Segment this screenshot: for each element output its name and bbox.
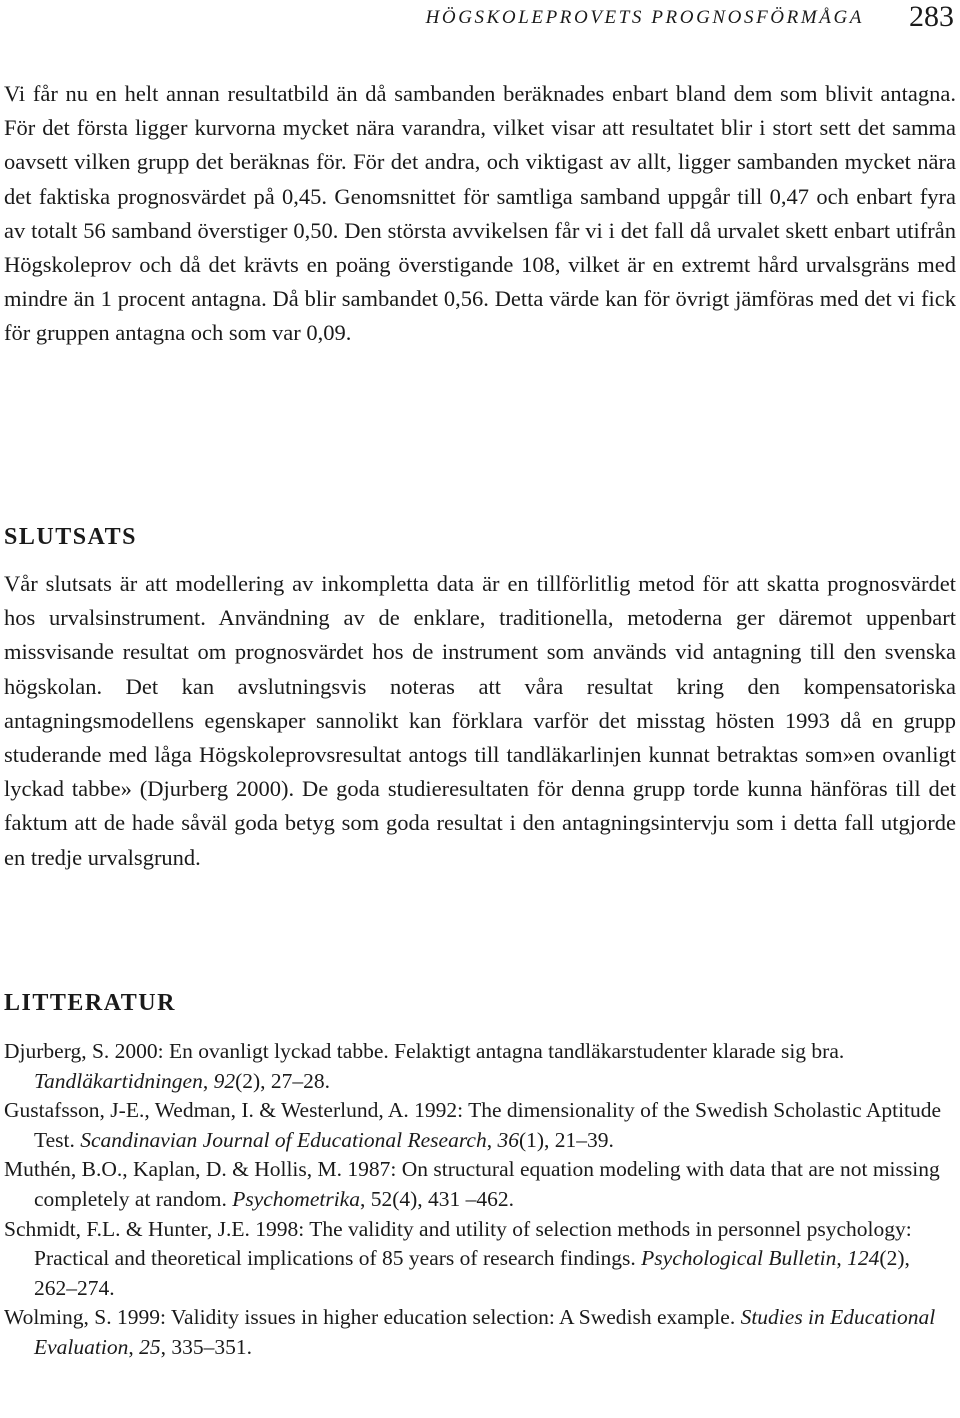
reference-item: Djurberg, S. 2000: En ovanligt lyckad tabbe. Felaktigt antagna tandläkarstudenter klarade sig bra. Tandläkartidningen, 92(2), 27–28.: [4, 1039, 845, 1093]
reference-volume: 124: [847, 1246, 880, 1271]
slutsats-paragraph-block: [4, 567, 956, 875]
reference-journal: Studies in Educational Evaluation: [34, 1305, 936, 1359]
reference-list: [4, 1037, 956, 1363]
body-paragraph-1-block: [4, 77, 956, 351]
page-number: 283: [909, 0, 954, 33]
page-header: [0, 0, 960, 40]
litteratur-heading-block: [4, 988, 956, 1018]
running-head: HÖGSKOLEPROVETS PROGNOSFÖRMÅGA: [425, 7, 864, 28]
body-paragraph-1: Vi får nu en helt annan resultatbild än då sambanden beräknades enbart bland dem som blivit antagna. För det första ligger kurvorna mycket nära varandra, vilket visar att resultatet blir i stort sett det samma oavsett vilken grupp det beräknas för. För det andra, och viktigast av allt, ligger sambanden mycket nära det faktiska prognosvärdet på 0,45. Genomsnittet för samtliga samband uppgår till 0,47 och enbart fyra av totalt 56 samband överstiger 0,50. Den största avvikelsen får vi i det fall då urvalet skett enbart utifrån Högskoleprov och då det krävts en poäng överstigande 108, vilket är en extremt hård urvalsgräns med mindre än 1 procent antagna. Då blir sambandet 0,56. Detta värde kan för övrigt jämföras med det vi fick för gruppen antagna och som var 0,09.: [4, 81, 956, 346]
slutsats-heading: SLUTSATS: [4, 524, 137, 550]
reference-item: Wolming, S. 1999: Validity issues in higher education selection: A Swedish example. Studies in Educational Evaluation, 25, 335–351.: [4, 1305, 936, 1359]
reference-journal: Tandläkartidningen: [34, 1068, 203, 1093]
reference-journal: Scandinavian Journal of Educational Research: [80, 1127, 487, 1152]
slutsats-paragraph: Vår slutsats är att modellering av inkompletta data är en tillförlitlig metod för att skatta prognosvärdet hos urvalsinstrument. Användning av de enklare, traditionella, metoderna ger däremot uppenbart missvisande resultat om prognosvärdet hos de instrument som används vid antagning till den svenska högskolan. Det kan avslutningsvis noteras att våra resultat kring den kompensatoriska antagningsmodellens egenskaper sannolikt kan förklara varför det misstag hösten 1993 då en grupp studerande med låga Högskoleprovsresultat antogs till tandläkarlinjen kunnat betraktas som»en ovanligt lyckad tabbe» (Djurberg 2000). De goda studieresultaten för denna grupp torde kunna hänföras till det faktum att de hade såväl goda betyg som goda resultat i den antagningsintervju som i detta fall utgjorde en tredje urvalsgrund.: [4, 571, 956, 870]
reference-item: Schmidt, F.L. & Hunter, J.E. 1998: The validity and utility of selection methods in personnel psychology: Practical and theoretical implications of 85 years of research findings. Psychological Bulletin, 124(2), 262–274.: [4, 1216, 912, 1300]
slutsats-heading-block: [4, 522, 956, 552]
reference-item: Gustafsson, J-E., Wedman, I. & Westerlund, A. 1992: The dimensionality of the Swedish Scholastic Aptitude Test. Scandinavian Journal of Educational Research, 36(1), 21–39.: [4, 1098, 942, 1152]
reference-volume: 25: [139, 1334, 161, 1359]
reference-volume: 92: [213, 1068, 236, 1093]
litteratur-heading: LITTERATUR: [4, 990, 176, 1016]
reference-journal: Psychometrika: [232, 1186, 360, 1211]
reference-volume: 36: [497, 1127, 519, 1152]
reference-journal: Psychological Bulletin: [641, 1246, 837, 1271]
reference-item: Muthén, B.O., Kaplan, D. & Hollis, M. 1987: On structural equation modeling with data that are not missing completely at random. Psychometrika, 52(4), 431 –462.: [4, 1157, 940, 1211]
